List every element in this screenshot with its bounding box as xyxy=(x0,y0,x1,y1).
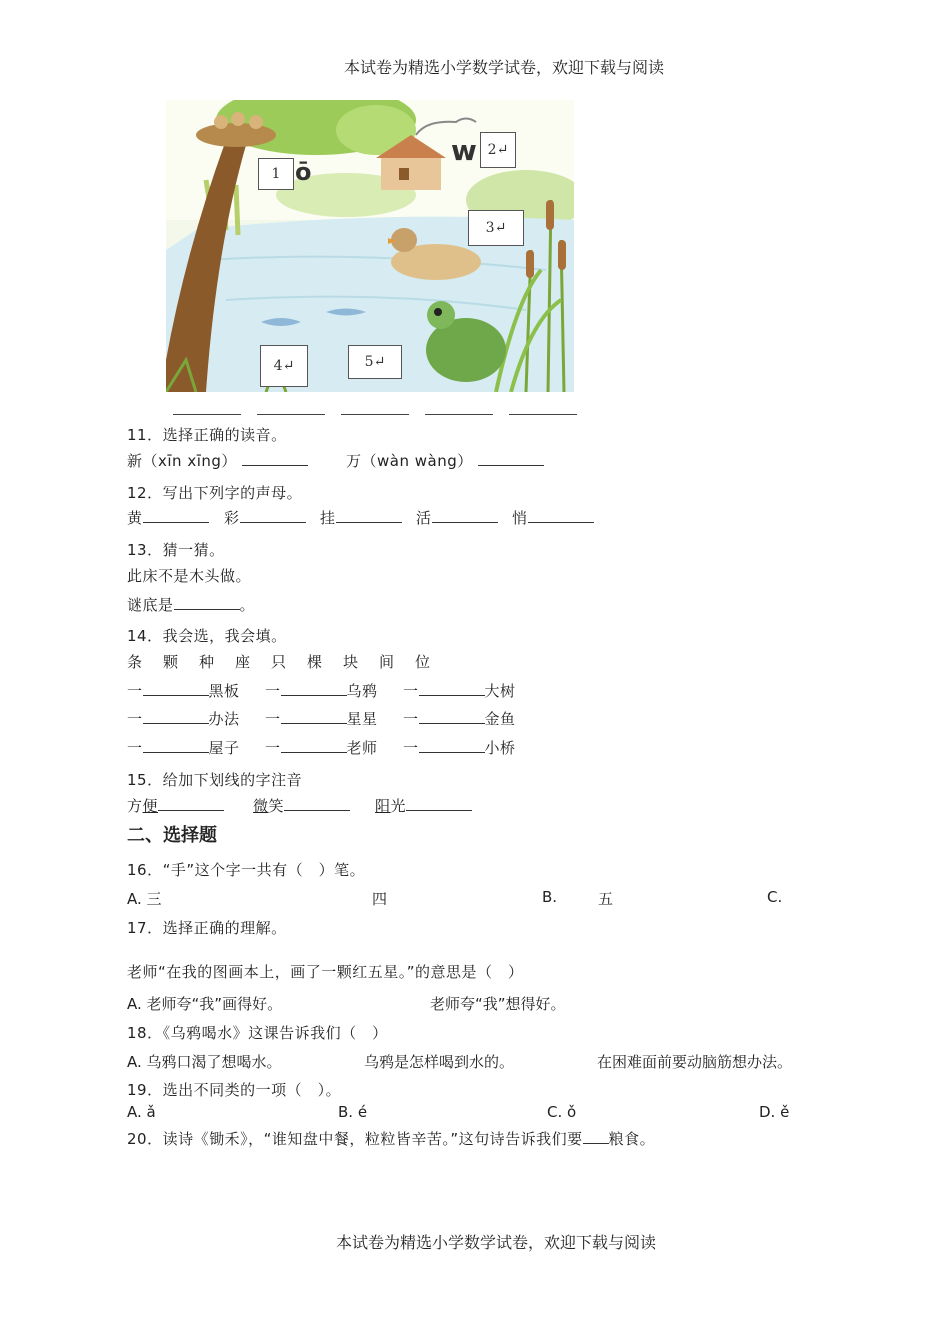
q14-row1-item3 xyxy=(403,680,516,701)
q14-row2-item3 xyxy=(403,708,516,729)
q11-item-1-text: 新（xīn xīng） xyxy=(127,452,237,470)
q19-option-c[interactable]: C. ǒ xyxy=(547,1103,577,1121)
label-box-3: 3↵ xyxy=(468,210,524,246)
q14-blank[interactable] xyxy=(143,681,209,696)
q19-option-b[interactable]: B. é xyxy=(338,1103,368,1121)
letter-w: w xyxy=(451,134,477,167)
q14-blank[interactable] xyxy=(143,738,209,753)
q14-noun: 金鱼 xyxy=(484,710,516,728)
q13-answer xyxy=(127,594,255,615)
q14-row3-item2 xyxy=(265,737,378,758)
q15-underlined-char: 阳 xyxy=(375,797,391,815)
q11-answer-blank-1[interactable] xyxy=(242,451,308,466)
q14-row2-item1 xyxy=(127,708,240,729)
q12-item-1 xyxy=(127,507,209,528)
q14-noun: 黑板 xyxy=(208,682,240,700)
q14-noun: 乌鸦 xyxy=(346,682,378,700)
q17-title: 17．选择正确的理解。 xyxy=(127,919,287,937)
q14-one: 一 xyxy=(265,739,281,757)
q14-one: 一 xyxy=(403,739,419,757)
q14-title: 14．我会选，我会填。 xyxy=(127,627,287,645)
q14-one: 一 xyxy=(265,710,281,728)
q20-question xyxy=(127,1128,655,1149)
q14-blank[interactable] xyxy=(143,709,209,724)
q12-blank[interactable] xyxy=(143,508,209,523)
label-box-5: 5↵ xyxy=(348,345,402,379)
q20-blank[interactable] xyxy=(583,1129,609,1144)
q13-answer-suffix: 。 xyxy=(239,596,256,614)
q14-noun: 大树 xyxy=(484,682,516,700)
q14-blank[interactable] xyxy=(419,738,485,753)
q14-row2-item2 xyxy=(265,708,378,729)
label-box-1: 1 xyxy=(258,158,294,190)
q16-option-text-3: 五 xyxy=(598,890,614,908)
q12-char: 挂 xyxy=(320,509,336,527)
q16-option-c[interactable]: C. xyxy=(767,888,783,906)
q16-title: 16．“手”这个字一共有（ ）笔。 xyxy=(127,861,366,879)
q12-blank[interactable] xyxy=(336,508,402,523)
q14-row3-item1 xyxy=(127,737,240,758)
q12-item-2 xyxy=(224,507,306,528)
q14-row1-item1 xyxy=(127,680,240,701)
q17-option-a[interactable]: A. 老师夸“我”画得好。 xyxy=(127,995,283,1013)
label-box-4: 4↵ xyxy=(260,345,308,387)
q19-title: 19．选出不同类的一项（ ）。 xyxy=(127,1081,342,1099)
q14-word-bank: 条 颗 种 座 只 棵 块 间 位 xyxy=(127,653,434,671)
q15-blank[interactable] xyxy=(158,796,224,811)
q13-answer-blank[interactable] xyxy=(174,595,240,610)
page-footer: 本试卷为精选小学数学试卷，欢迎下载与阅读 xyxy=(336,1233,657,1252)
q14-row1-item2 xyxy=(265,680,378,701)
q17-sentence: 老师“在我的图画本上，画了一颗红五星。”的意思是（ ） xyxy=(127,963,524,981)
q14-one: 一 xyxy=(127,682,143,700)
q14-noun: 老师 xyxy=(346,739,378,757)
letter-o-macron: ō xyxy=(295,158,312,186)
q15-underlined-char: 便 xyxy=(142,797,159,815)
q13-title: 13．猜一猜。 xyxy=(127,541,225,559)
q14-blank[interactable] xyxy=(281,738,347,753)
q13-riddle: 此床不是木头做。 xyxy=(127,567,252,585)
q11-item-1 xyxy=(127,450,308,471)
q15-char: 笑 xyxy=(268,797,285,815)
q14-one: 一 xyxy=(127,710,143,728)
answer-line-3[interactable] xyxy=(341,414,409,415)
q14-one: 一 xyxy=(127,739,143,757)
q12-item-3 xyxy=(320,507,402,528)
q16-option-text-2: 四 xyxy=(372,890,388,908)
q14-noun: 办法 xyxy=(208,710,240,728)
answer-line-5[interactable] xyxy=(509,414,577,415)
q15-blank[interactable] xyxy=(284,796,350,811)
q11-answer-blank-2[interactable] xyxy=(478,451,544,466)
q18-option-c[interactable]: 在困难面前要动脑筋想办法。 xyxy=(597,1053,793,1071)
q12-char: 悄 xyxy=(512,509,528,527)
pond-scene-picture xyxy=(166,100,574,392)
answer-line-1[interactable] xyxy=(173,414,241,415)
q15-char: 光 xyxy=(390,797,407,815)
q15-item-3 xyxy=(375,795,472,816)
q13-answer-prefix: 谜底是 xyxy=(127,596,174,614)
q14-noun: 屋子 xyxy=(208,739,240,757)
section-2-title: 二、选择题 xyxy=(127,825,217,846)
q18-title: 18．《乌鸦喝水》这课告诉我们（ ） xyxy=(127,1024,388,1042)
q15-underlined-char: 微 xyxy=(253,797,269,815)
q12-blank[interactable] xyxy=(432,508,498,523)
q18-option-b[interactable]: 乌鸦是怎样喝到水的。 xyxy=(364,1053,515,1071)
q11-item-2 xyxy=(346,450,544,471)
q20-text-1: 20．读诗《锄禾》，“谁知盘中餐，粒粒皆辛苦。”这句诗告诉我们要 xyxy=(127,1130,583,1148)
q11-title: 11．选择正确的读音。 xyxy=(127,426,287,444)
q14-blank[interactable] xyxy=(419,681,485,696)
q14-blank[interactable] xyxy=(281,709,347,724)
q11-item-2-text: 万（wàn wàng） xyxy=(346,452,473,470)
q15-item-1 xyxy=(127,795,224,816)
q12-blank[interactable] xyxy=(240,508,306,523)
q15-item-2 xyxy=(253,795,350,816)
q12-blank[interactable] xyxy=(528,508,594,523)
page-header: 本试卷为精选小学数学试卷，欢迎下载与阅读 xyxy=(344,58,665,77)
answer-line-4[interactable] xyxy=(425,414,493,415)
q18-option-a[interactable]: A. 乌鸦口渴了想喝水。 xyxy=(127,1053,282,1071)
q15-blank[interactable] xyxy=(406,796,472,811)
q12-item-5 xyxy=(512,507,594,528)
q16-option-b[interactable]: B. xyxy=(542,888,558,906)
q20-text-2: 粮食。 xyxy=(608,1130,656,1148)
q14-row3-item3 xyxy=(403,737,516,758)
q14-noun: 星星 xyxy=(346,710,378,728)
q14-blank[interactable] xyxy=(281,681,347,696)
q19-option-d[interactable]: D. ě xyxy=(759,1103,790,1121)
q16-option-a[interactable]: A. 三 xyxy=(127,890,162,908)
label-box-2: 2↵ xyxy=(480,132,516,168)
q14-one: 一 xyxy=(403,710,419,728)
q12-title: 12．写出下列字的声母。 xyxy=(127,484,303,502)
answer-line-2[interactable] xyxy=(257,414,325,415)
q12-char: 活 xyxy=(416,509,432,527)
q19-option-a[interactable]: A. ǎ xyxy=(127,1103,156,1121)
q17-option-b[interactable]: 老师夸“我”想得好。 xyxy=(430,995,566,1013)
q12-char: 彩 xyxy=(224,509,240,527)
q15-char: 方 xyxy=(127,797,143,815)
q14-one: 一 xyxy=(265,682,281,700)
q14-noun: 小桥 xyxy=(484,739,516,757)
q15-title: 15．给加下划线的字注音 xyxy=(127,771,303,789)
q14-blank[interactable] xyxy=(419,709,485,724)
q14-one: 一 xyxy=(403,682,419,700)
q12-char: 黄 xyxy=(127,509,143,527)
q12-item-4 xyxy=(416,507,498,528)
